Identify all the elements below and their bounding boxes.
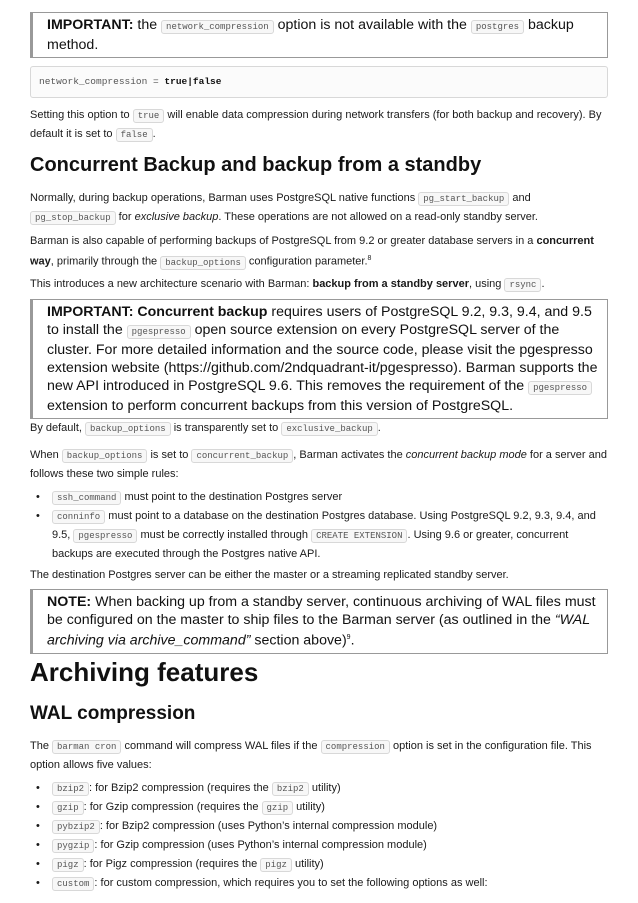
inline-code: backup_options xyxy=(62,449,148,463)
paragraph-when xyxy=(30,446,608,483)
inline-code: gzip xyxy=(262,801,294,815)
compression-values-list xyxy=(30,779,608,893)
inline-code: compression xyxy=(321,740,390,754)
paragraph-introduces xyxy=(30,275,608,294)
text: By default, xyxy=(30,422,86,434)
chapter-heading-archiving-features: Archiving features xyxy=(30,657,259,687)
config-key: network_compression = xyxy=(39,76,165,87)
callout-label: NOTE: xyxy=(47,594,92,610)
text: is set to xyxy=(147,449,192,461)
text: , using xyxy=(468,278,505,290)
list-item xyxy=(30,798,608,817)
inline-code: backup_options xyxy=(85,422,171,436)
inline-code: bzip2 xyxy=(272,782,309,796)
text: must point to a database on the destination Postgres database. Using PostgreSQL 9.2, 9.3, 9.4, and 9.5, xyxy=(52,510,596,541)
list-item xyxy=(30,836,608,855)
callout-text: When backing up from a standby server, continuous archiving of WAL files must be configured on the master to ship files to the Barman server (as outlined in the xyxy=(47,594,596,628)
list-item xyxy=(30,817,608,836)
callout-text: the xyxy=(133,17,162,33)
inline-code: pgespresso xyxy=(528,381,592,395)
inline-code: pygzip xyxy=(52,839,94,853)
inline-code: bzip2 xyxy=(52,782,89,796)
callout-label: IMPORTANT: xyxy=(47,17,134,33)
text: . xyxy=(377,422,381,434)
section-heading-wal-compression: WAL compression xyxy=(30,703,196,724)
strong: backup from a standby server xyxy=(312,278,469,290)
list-item xyxy=(30,855,608,874)
emphasis: “WAL archiving via archive_command” xyxy=(47,612,590,649)
text: : for Bzip2 compression (requires the xyxy=(89,782,272,794)
footnote-ref[interactable]: 8 xyxy=(367,255,372,262)
inline-code: concurrent_backup xyxy=(191,449,293,463)
text: When xyxy=(30,449,62,461)
list-item xyxy=(30,488,608,507)
bullet-icon: • xyxy=(36,510,40,522)
inline-code: barman cron xyxy=(52,740,121,754)
text: . Using 9.6 or greater, concurrent backups are executed through the Postgres native API. xyxy=(52,529,569,560)
paragraph-normally xyxy=(30,189,608,227)
list-item xyxy=(30,874,608,893)
callout-text: requires users of PostgreSQL 9.2, 9.3, 9.4, and 9.5 to install the xyxy=(47,304,592,338)
text: utility) xyxy=(293,801,325,813)
paragraph-cron xyxy=(30,737,608,774)
bullet-icon: • xyxy=(36,782,40,794)
text: must point to the destination Postgres server xyxy=(121,491,343,503)
text: . xyxy=(152,128,156,140)
list-item xyxy=(30,507,608,563)
important-callout-network-compression xyxy=(30,12,608,58)
inline-code: rsync xyxy=(504,278,541,292)
inline-code: custom xyxy=(52,877,94,891)
inline-code: pgespresso xyxy=(127,325,191,339)
emphasis: concurrent backup mode xyxy=(405,449,527,461)
callout-label: IMPORTANT: Concurrent backup xyxy=(47,304,268,320)
text: : for Bzip2 compression (uses Python’s internal compression module) xyxy=(99,820,438,832)
text: utility) xyxy=(291,858,324,870)
text: is transparently set to xyxy=(170,422,282,434)
text: , Barman activates the xyxy=(293,449,406,461)
config-value: true|false xyxy=(164,76,222,87)
text: : for custom compression, which requires you to set the following options as well: xyxy=(94,877,488,889)
callout-text: section above) xyxy=(250,632,347,649)
text: : for Gzip compression (uses Python’s internal compression module) xyxy=(94,839,427,851)
inline-code: pigz xyxy=(52,858,84,872)
text: will enable data compression during network transfers (for both backup and recovery). By default it is set to xyxy=(30,109,602,140)
callout-text: option is not available with the xyxy=(273,17,471,33)
paragraph-destination: The destination Postgres server can be either the master or a streaming replicated standby server. xyxy=(30,569,509,581)
text: Barman is also capable of performing backups of PostgreSQL from 9.2 or greater database servers in a xyxy=(30,235,537,247)
bullet-icon: • xyxy=(36,801,40,813)
text: . xyxy=(541,278,545,290)
inline-code: true xyxy=(133,109,165,123)
bullet-icon: • xyxy=(36,491,40,503)
paragraph-capable xyxy=(30,232,608,272)
callout-text: backup method. xyxy=(47,17,574,53)
inline-code: network_compression xyxy=(161,20,274,34)
inline-code: pybzip2 xyxy=(52,820,100,834)
footnote-ref[interactable]: 9 xyxy=(346,634,351,641)
important-callout-concurrent-backup xyxy=(30,299,608,419)
inline-code: gzip xyxy=(52,801,84,815)
callout-text: . xyxy=(350,632,355,649)
text: . These operations are not allowed on a read-only standby server. xyxy=(218,211,538,223)
emphasis: exclusive backup xyxy=(134,211,219,223)
text: utility) xyxy=(308,782,341,794)
callout-text: open source extension on every PostgreSQL server of the cluster. For more detailed information and the source code, please visit the pgespresso extension website (https://github.com/2ndquadrant-it/pgespresso). Barman supports the new API introduced in PostgreSQL 9.6. This removes the requirement of the xyxy=(47,322,598,394)
text: and xyxy=(509,192,531,204)
text: for xyxy=(115,211,135,223)
inline-code: exclusive_backup xyxy=(281,422,377,436)
inline-code: ssh_command xyxy=(52,491,121,505)
inline-code: conninfo xyxy=(52,510,105,524)
paragraph-by-default xyxy=(30,419,608,438)
callout-text: extension to perform concurrent backups from this version of PostgreSQL. xyxy=(47,398,514,414)
text: : for Gzip compression (requires the xyxy=(83,801,262,813)
inline-code: backup_options xyxy=(160,256,246,270)
bullet-icon: • xyxy=(36,877,40,889)
paragraph-setting xyxy=(30,106,608,144)
note-callout-standby xyxy=(30,589,608,654)
text: The xyxy=(30,740,53,752)
text: This introduces a new architecture scenario with Barman: xyxy=(30,278,313,290)
text: option is set in the configuration file. This option allows five values: xyxy=(30,740,592,771)
text: Setting this option to xyxy=(30,109,133,121)
inline-code: pg_start_backup xyxy=(418,192,509,206)
text: must be correctly installed through xyxy=(137,529,312,541)
bullet-icon: • xyxy=(36,820,40,832)
list-item xyxy=(30,779,608,798)
config-code-block xyxy=(30,66,608,98)
bullet-icon: • xyxy=(36,858,40,870)
inline-code: pigz xyxy=(260,858,292,872)
inline-code: pgespresso xyxy=(73,529,137,543)
inline-code: false xyxy=(116,128,153,142)
text: for a server and follows these two simple rules: xyxy=(30,449,607,480)
text: , primarily through the xyxy=(50,255,161,268)
text: Normally, during backup operations, Barman uses PostgreSQL native functions xyxy=(30,192,419,204)
text: configuration parameter. xyxy=(245,255,368,268)
text: : for Pigz compression (requires the xyxy=(83,858,261,870)
inline-code: postgres xyxy=(471,20,524,34)
inline-code: pg_stop_backup xyxy=(30,211,116,225)
section-heading-concurrent-backup: Concurrent Backup and backup from a standby xyxy=(30,154,482,176)
rules-list xyxy=(30,488,608,563)
bullet-icon: • xyxy=(36,839,40,851)
strong: concurrent way xyxy=(30,235,594,268)
inline-code: CREATE EXTENSION xyxy=(311,529,407,543)
text: command will compress WAL files if the xyxy=(121,740,321,752)
